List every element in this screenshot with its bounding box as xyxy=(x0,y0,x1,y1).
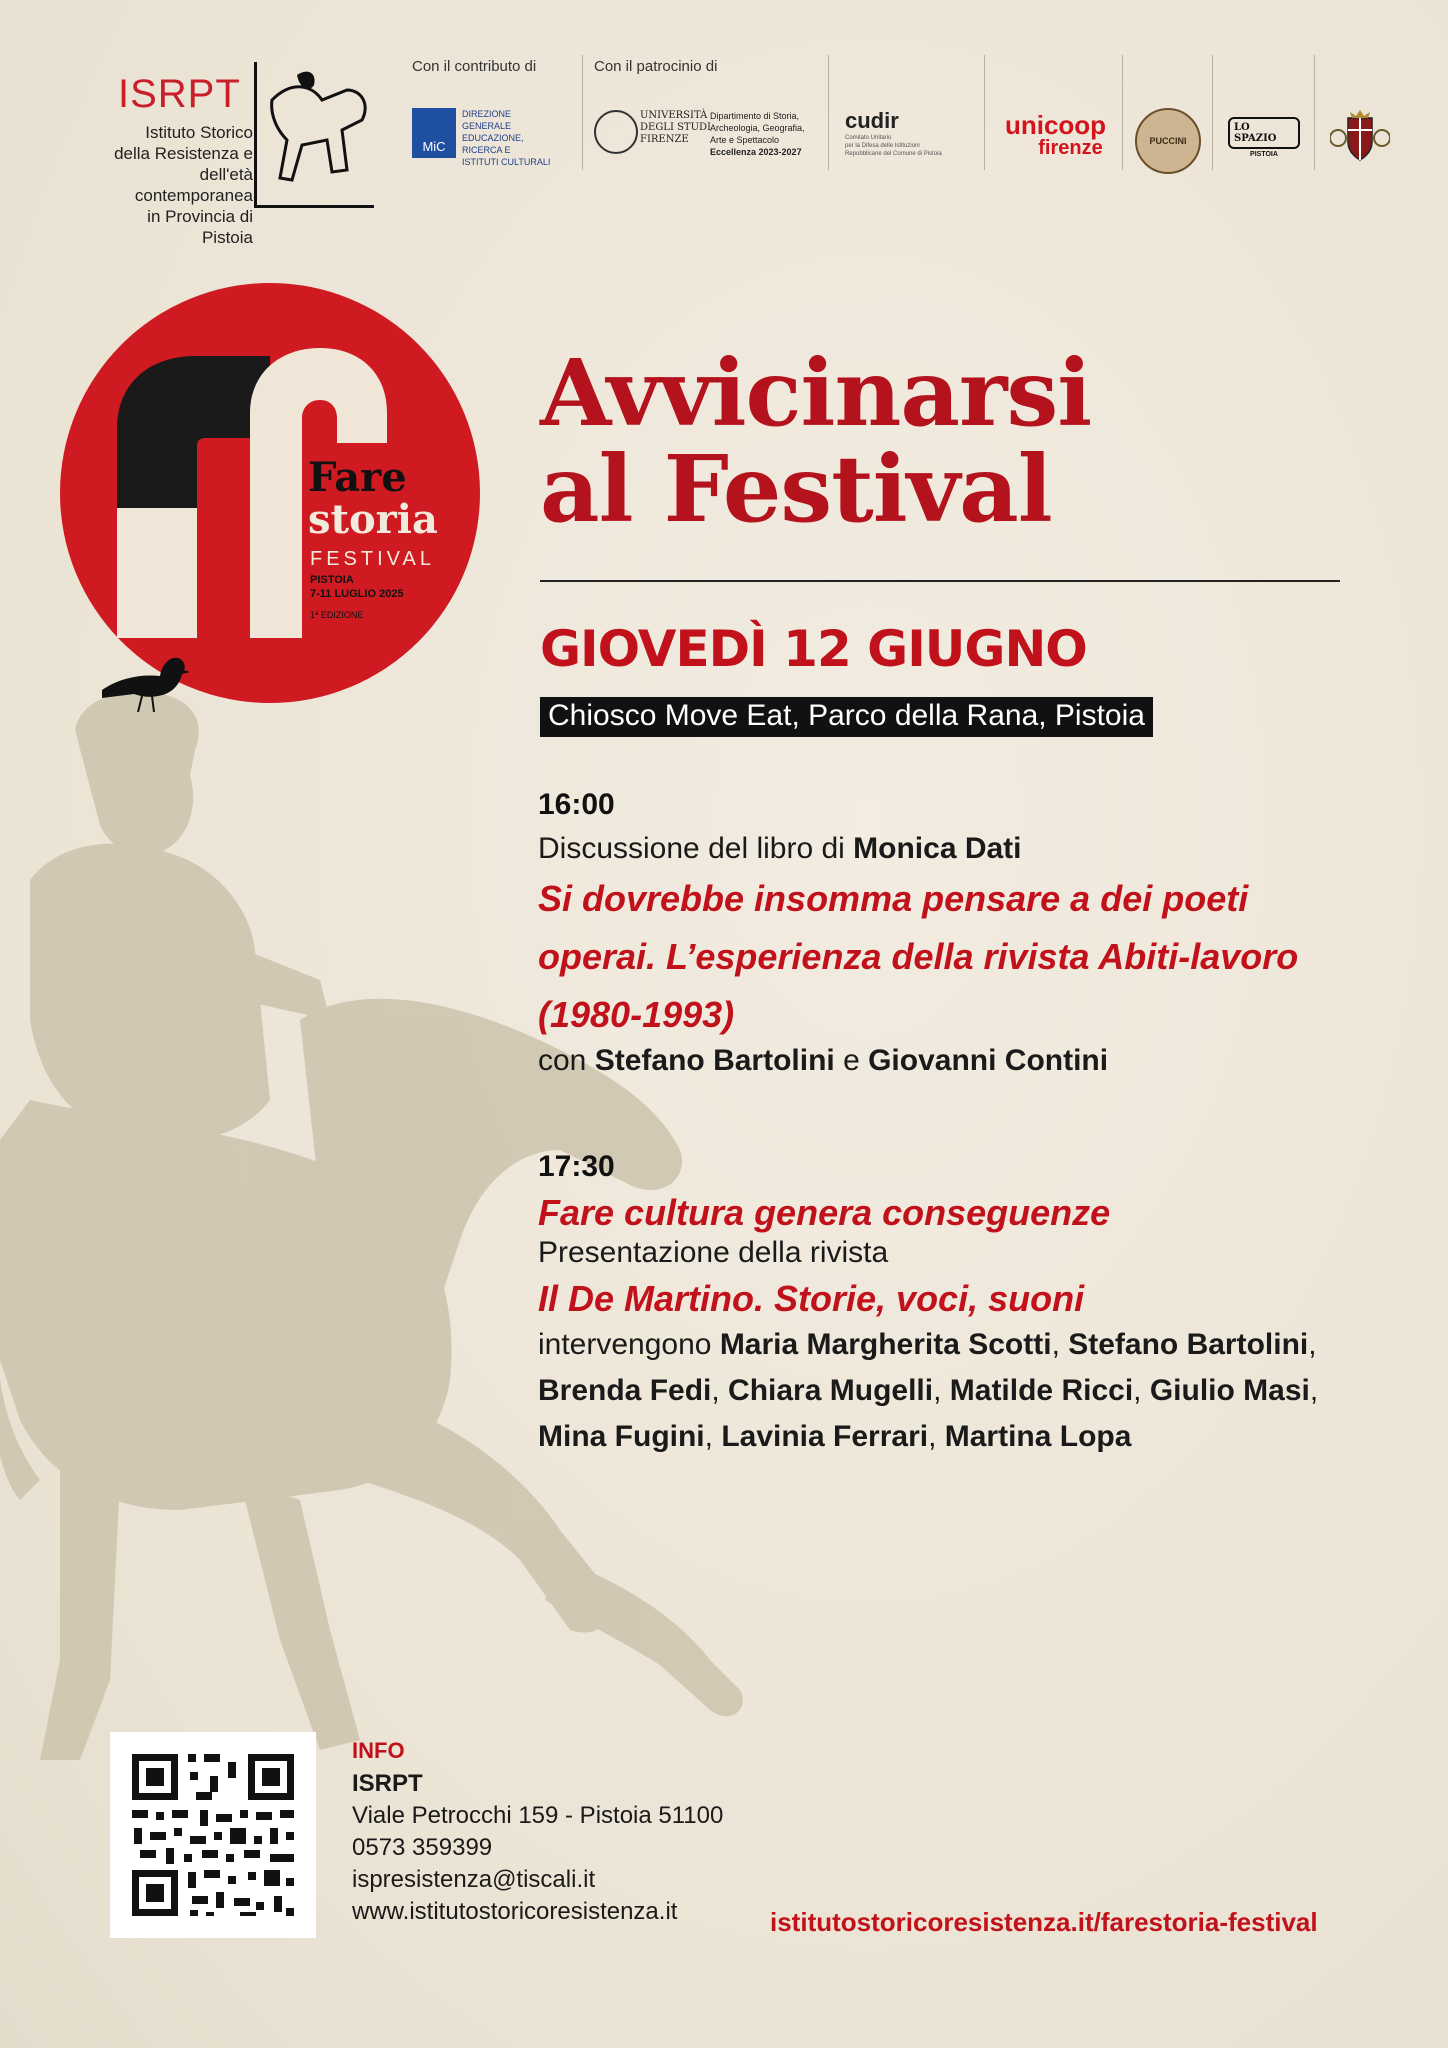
speaker-name: Martina Lopa xyxy=(944,1420,1132,1453)
event-1 xyxy=(538,788,1418,1078)
isrpt-acronym: ISRPT xyxy=(118,72,241,116)
event-venue: Chiosco Move Eat, Parco della Rana, Pistoia xyxy=(540,697,1153,737)
speaker-name: Mina Fugini xyxy=(538,1420,705,1453)
lospazio-sub: PISTOIA xyxy=(1250,150,1278,158)
unifi-name xyxy=(640,110,711,146)
unicoop-logo xyxy=(998,112,1113,158)
event-date: GIOVEDÌ 12 GIUGNO xyxy=(540,620,1087,678)
divider xyxy=(1212,55,1213,170)
intervengono-text: intervengono xyxy=(538,1328,720,1361)
info-website[interactable]: www.istitutostoricoresistenza.it xyxy=(352,1898,678,1925)
logo-city: PISTOIA xyxy=(310,574,354,586)
logo-festival: FESTIVAL xyxy=(310,548,435,570)
speaker-name: Chiara Mugelli xyxy=(728,1374,934,1407)
event-guests-line xyxy=(538,1044,1418,1078)
logo-dates: 7-11 LUGLIO 2025 xyxy=(310,588,404,600)
unifi-dept-line: Dipartimento di Storia, xyxy=(710,111,800,121)
cudir-name: cudir xyxy=(845,108,899,133)
info-org: ISRPT xyxy=(352,1770,423,1797)
mic-logo xyxy=(412,108,562,167)
cudir-line: Repubblicane del Comune di Pistoia xyxy=(845,151,942,157)
unicoop-bottom: firenze xyxy=(1038,137,1103,159)
magazine-title: Il De Martino. Storie, voci, suoni xyxy=(538,1278,1085,1319)
unifi-seal-icon xyxy=(594,110,638,154)
mic-line: DIREZIONE GENERALE xyxy=(462,109,512,131)
puccini-label: PUCCINI xyxy=(1149,136,1187,146)
unifi-line: DEGLI STUDI xyxy=(640,122,711,133)
festival-url-link[interactable]: istitutostoricoresistenza.it/farestoria-festival xyxy=(770,1907,1318,1937)
speaker-name: Maria Margherita Scotti xyxy=(719,1328,1052,1361)
lospazio-label: LO SPAZIO xyxy=(1228,117,1300,149)
con-text: con xyxy=(538,1044,595,1077)
divider xyxy=(828,55,829,170)
mic-mark: MiC xyxy=(412,108,456,158)
title-line: Avvicinarsi xyxy=(540,339,1092,447)
event-headline: Fare cultura genera conseguenze xyxy=(538,1192,1111,1233)
speaker-name: Matilde Ricci xyxy=(949,1374,1134,1407)
info-email[interactable]: ispresistenza@tiscali.it xyxy=(352,1866,596,1893)
cudir-text xyxy=(845,134,970,158)
info-phone: 0573 359399 xyxy=(352,1834,493,1861)
event-2 xyxy=(538,1150,1418,1460)
qr-code-icon xyxy=(110,1732,316,1938)
unifi-dept-line: Eccellenza 2023-2027 xyxy=(710,147,802,157)
title-rule xyxy=(540,580,1340,582)
book-title-line: (1980-1993) xyxy=(538,994,735,1035)
unifi-dept xyxy=(710,110,805,158)
presentation-text: Presentazione della rivista xyxy=(538,1236,889,1269)
unifi-logo xyxy=(594,108,819,168)
guest-name: Stefano Bartolini xyxy=(594,1044,835,1077)
divider xyxy=(1122,55,1123,170)
isrpt-name-line: Istituto Storico xyxy=(145,123,253,142)
unifi-line: FIRENZE xyxy=(640,134,689,145)
intro-text: Discussione del libro di xyxy=(538,832,854,865)
title-line: al Festival xyxy=(540,435,1052,543)
mic-text xyxy=(462,108,562,168)
divider xyxy=(582,55,583,170)
isrpt-full-name xyxy=(108,122,253,248)
pistoia-coat-of-arms-icon xyxy=(1330,108,1390,170)
speaker-name: Lavinia Ferrari xyxy=(721,1420,929,1453)
speaker-name: Brenda Fedi xyxy=(538,1374,712,1407)
event-time: 17:30 xyxy=(538,1150,615,1183)
speaker-name: Stefano Bartolini xyxy=(1068,1328,1309,1361)
speaker-name: Giulio Masi xyxy=(1149,1374,1310,1407)
book-title-line: operai. L’esperienza della rivista Abiti-lavoro xyxy=(538,936,1299,977)
cudir-line: Comitato Unitario xyxy=(845,135,892,141)
isrpt-name-line: dell'età contemporanea xyxy=(134,165,253,205)
event-time: 16:00 xyxy=(538,788,615,821)
pigeon-icon xyxy=(100,640,190,716)
lospazio-logo xyxy=(1228,108,1300,166)
divider xyxy=(984,55,985,170)
logo-fare: Fare xyxy=(308,454,407,501)
info-block xyxy=(352,1768,723,1928)
contributo-label: Con il contributo di xyxy=(412,58,537,75)
cudir-line: per la Difesa delle Istituzioni xyxy=(845,143,920,149)
mic-line: ISTITUTI CULTURALI xyxy=(462,157,551,167)
speakers-list: intervengono Maria Margherita Scotti, Stefano Bartolini, Brenda Fedi, Chiara Mugelli, Matilde Ricci, Giulio Masi, Mina Fugini, Lavinia Ferrari, Martina Lopa xyxy=(538,1328,1319,1453)
unicoop-top: unicoop xyxy=(1004,110,1107,140)
book-title xyxy=(538,876,1418,1038)
isrpt-name-line: in Provincia di Pistoia xyxy=(147,207,253,247)
isrpt-name-line: della Resistenza e xyxy=(114,144,253,163)
info-address: Viale Petrocchi 159 - Pistoia 51100 xyxy=(352,1802,724,1829)
main-title xyxy=(540,339,1092,543)
info-label: INFO xyxy=(352,1738,405,1763)
qr-code[interactable] xyxy=(110,1732,316,1938)
and-text: e xyxy=(834,1044,869,1077)
event-intro-line xyxy=(538,832,1418,866)
unifi-dept-line: Arte e Spettacolo xyxy=(710,135,780,145)
logo-edition: 1ª EDIZIONE xyxy=(310,610,364,620)
rider-icon xyxy=(252,60,377,210)
cudir-logo xyxy=(845,108,970,158)
logo-storia: storia xyxy=(308,496,438,543)
unifi-line: UNIVERSITÀ xyxy=(640,110,708,121)
patrocinio-label: Con il patrocinio di xyxy=(594,58,718,75)
mic-line: EDUCAZIONE, xyxy=(462,133,524,143)
divider xyxy=(1314,55,1315,170)
unifi-dept-line: Archeologia, Geografia, xyxy=(710,123,805,133)
mic-line: RICERCA E xyxy=(462,145,511,155)
guest-name: Giovanni Contini xyxy=(868,1044,1109,1077)
puccini-logo xyxy=(1135,108,1201,174)
author-name: Monica Dati xyxy=(853,832,1022,865)
book-title-line: Si dovrebbe insomma pensare a dei poeti xyxy=(538,878,1249,919)
